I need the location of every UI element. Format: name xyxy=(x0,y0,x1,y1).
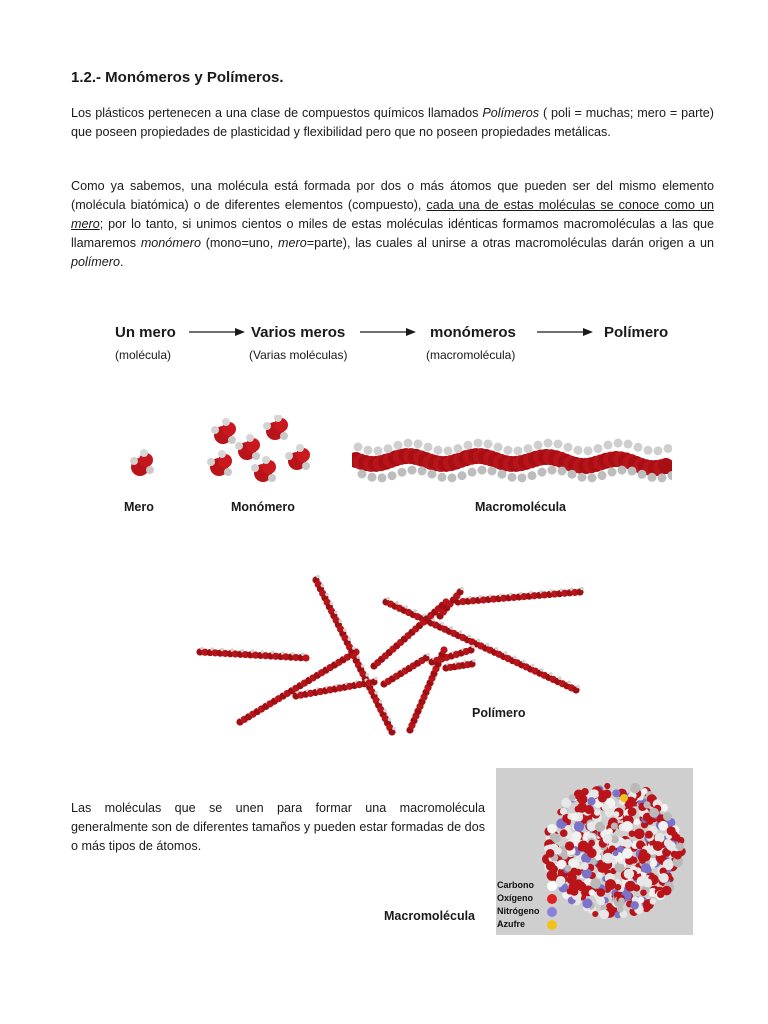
caption-macromolecula-2: Macromolécula xyxy=(384,909,476,923)
italic-term: mero xyxy=(278,236,307,250)
legend-item-azufre xyxy=(496,919,576,931)
legend-item-nitrogeno xyxy=(496,906,576,918)
closing-paragraph: Las moléculas que se unen para formar una macromolécula generalmente son de diferentes tamaños y pueden estar formadas de dos o más tipos de átomos. xyxy=(71,801,485,853)
flow-step-varios-meros-sub: (Varias moléculas) xyxy=(249,348,348,362)
legend-label: Azufre xyxy=(497,919,526,929)
flow-step-monomeros: monómeros xyxy=(430,324,516,341)
legend-swatch xyxy=(547,907,557,917)
arrow-right-icon xyxy=(360,326,416,338)
caption-monomero: Monómero xyxy=(231,500,295,514)
flow-step-un-mero: Un mero xyxy=(115,324,176,341)
italic-term: monómero xyxy=(140,236,202,250)
macromolecule-chain-image xyxy=(352,420,672,498)
legend-swatch xyxy=(547,920,557,930)
italic-term: polímero xyxy=(71,255,120,269)
italic-term: Polímeros xyxy=(482,106,540,120)
monomero-cluster-image xyxy=(205,415,315,490)
arrow-right-icon xyxy=(189,326,245,338)
caption-polimero: Polímero xyxy=(472,706,526,720)
legend-swatch xyxy=(547,894,557,904)
text-run: Como ya sabemos, una molécula está formada por dos o más átomos que pueden ser del mismo elemento (molécula biatómica) o de diferentes elementos (compuesto), xyxy=(71,179,714,212)
text-run: (mono=uno, xyxy=(201,236,279,250)
text-run: Los plásticos pertenecen a una clase de compuestos químicos llamados xyxy=(71,106,483,120)
definition-paragraph xyxy=(71,177,714,272)
flow-step-monomeros-sub: (macromolécula) xyxy=(426,348,516,362)
legend-swatch xyxy=(547,881,557,891)
text-run: ( poli = muchas; mero = parte) que poseen propiedades de plasticidad y flexibilidad pero que no poseen propiedades metálicas. xyxy=(71,106,714,139)
legend-label: Carbono xyxy=(497,880,534,890)
legend-label: Nitrógeno xyxy=(497,906,540,916)
text-run: ; por lo tanto, si unimos cientos o miles de estas moléculas idénticas formamos macromoléculas a las que llamaremos xyxy=(71,217,714,250)
section-heading: 1.2.- Monómeros y Polímeros. xyxy=(71,69,284,86)
text-run: =parte), las cuales al unirse a otras macromoléculas darán origen a un xyxy=(306,236,714,250)
text-run: . xyxy=(120,255,124,269)
underlined-italic-term: mero xyxy=(71,217,100,231)
arrow-right-icon xyxy=(537,326,593,338)
legend-item-carbono xyxy=(496,880,576,892)
flow-step-un-mero-sub: (molécula) xyxy=(115,348,172,362)
caption-macromolecula: Macromolécula xyxy=(475,500,567,514)
intro-paragraph xyxy=(71,104,714,142)
polymer-strands-image xyxy=(196,572,586,740)
underlined-text: cada una de estas moléculas se conoce como un xyxy=(426,198,714,212)
mero-molecule-image xyxy=(124,446,160,482)
protein-model-image xyxy=(496,768,693,935)
flow-step-polimero: Polímero xyxy=(604,324,669,341)
flow-step-varios-meros: Varios meros xyxy=(251,324,346,341)
legend-item-oxigeno xyxy=(496,893,576,905)
legend-label: Oxígeno xyxy=(497,893,534,903)
caption-mero: Mero xyxy=(124,500,154,514)
